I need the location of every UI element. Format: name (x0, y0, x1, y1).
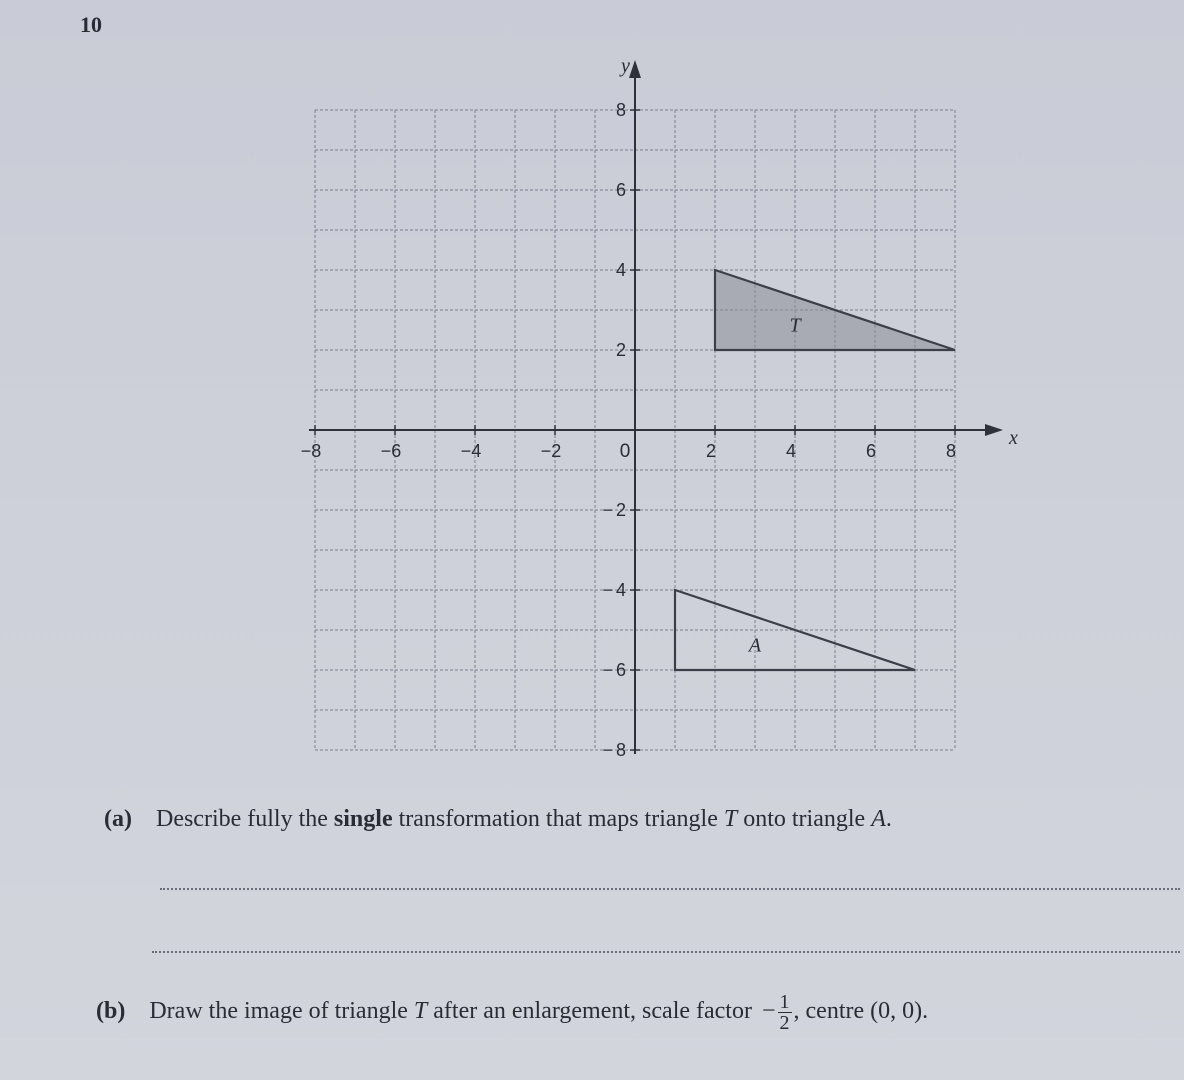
origin-label: 0 (619, 441, 631, 462)
y-tick-minus: − (602, 740, 613, 760)
y-tick-label: 4 (615, 260, 626, 280)
part-b-label: (b) (96, 998, 126, 1025)
y-tick-label: 8 (615, 100, 626, 120)
x-tick-label: 8 (945, 441, 957, 461)
part-a-label: (a) (104, 806, 132, 832)
y-axis-label: y (621, 55, 630, 77)
answer-line-1[interactable] (160, 888, 1180, 890)
minus-sign: − (761, 998, 776, 1025)
x-tick-label: −6 (380, 441, 402, 461)
y-tick-label: 6 (615, 180, 626, 200)
y-tick-label: 8 (615, 740, 626, 760)
x-tick-label: −4 (460, 441, 482, 461)
y-axis-arrow-icon (629, 60, 641, 78)
x-tick-label: 2 (705, 441, 717, 461)
y-tick-label: 2 (615, 500, 626, 520)
x-tick-label: 6 (865, 441, 877, 461)
x-tick-label: −2 (540, 441, 562, 461)
x-axis-arrow-icon (985, 424, 1003, 436)
triangle-label-a: A (748, 634, 762, 657)
axes (309, 60, 1003, 754)
part-a-question: (a) Describe fully the single transformation that maps triangle T onto triangle A. (104, 806, 892, 832)
question-number: 10 (80, 12, 102, 37)
y-tick-label: 6 (615, 660, 626, 680)
x-tick-label: −8 (300, 441, 322, 461)
x-tick-label: 4 (785, 441, 797, 461)
triangle-label-t: T (789, 314, 801, 337)
y-tick-label: 4 (615, 580, 626, 600)
axis-labels (301, 55, 1018, 760)
x-axis-label: x (1009, 427, 1018, 449)
y-tick-minus: − (602, 500, 613, 520)
part-b-question: (b) Draw the image of triangle T after an enlargement, scale factor − $\frac{1}{2}$ , centre (0, 0). (96, 991, 929, 1034)
y-tick-label: 2 (615, 340, 626, 360)
scale-factor-fraction: $\frac{1}{2}$ (779, 991, 790, 1034)
y-tick-minus: − (602, 660, 613, 680)
answer-line-2[interactable] (152, 951, 1180, 953)
y-tick-minus: − (602, 580, 613, 600)
